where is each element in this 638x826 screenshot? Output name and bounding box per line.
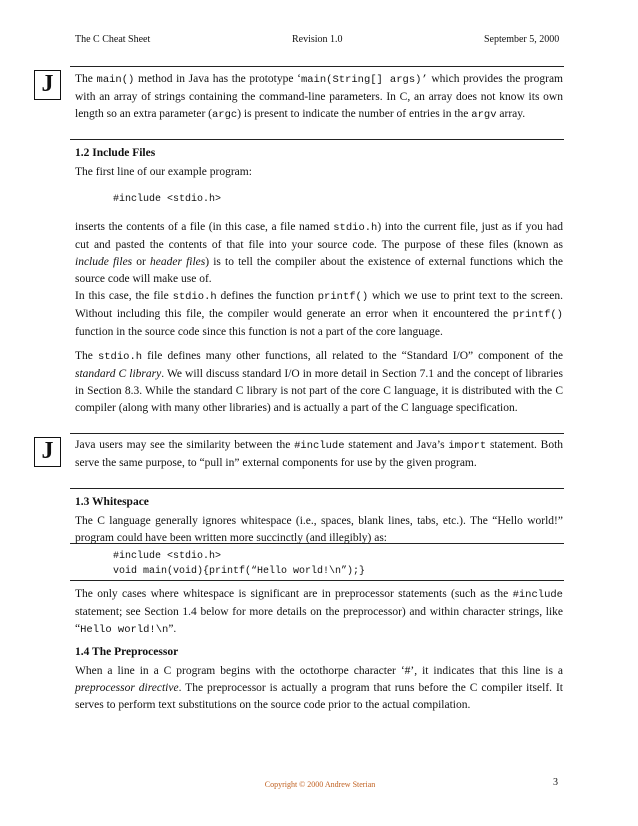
java-marker-icon: J [34,70,61,100]
section-1-2-heading: 1.2 Include Files [75,147,156,159]
code-rule-top [70,543,564,544]
java-marker-icon-2: J [34,437,61,467]
java-note-rule-bottom [70,488,564,489]
s13-paragraph-2: The only cases where whitespace is significant are in preprocessor statements (such as the #include statement; see Section 1.4 below for more details on the preprocessor) and within character strings, like “Hello world!\n”. [75,588,563,636]
code-rule-bottom [70,580,564,581]
s12-paragraph-1: inserts the contents of a file (in this case, a file named stdio.h) into the current file, just as if you had cut and pasted the contents of that file into your source code. The purpose of these files (known as include files or header files) is to tell the compiler about the existence of external functions which the source code will make use of. [75,221,563,285]
page-number: 3 [553,777,558,788]
section-1-3-heading: 1.3 Whitespace [75,496,149,508]
s12-paragraph-2: In this case, the file stdio.h defines the function printf() which we use to print text to the screen. Without including this file, the compiler would generate an error when it encountered the printf() function in the source code since this function is not a part of the core language. [75,290,563,338]
header-title: The C Cheat Sheet [75,34,151,45]
section-1-4-heading: 1.4 The Preprocessor [75,646,179,658]
s14-paragraph-1: When a line in a C program begins with the octothorpe character ‘#’, it indicates that this line is a preprocessor directive. The preprocessor is actually a program that runs before the C compiler itself. It serves to perform text substitutions on the source code prior to the actual compilation. [75,665,563,711]
s12-intro-line: The first line of our example program: [75,166,252,178]
java-rule-bottom [70,139,564,140]
s13-code-line-2: void main(void){printf(“Hello world!\n”);} [113,566,366,577]
s13-code-line-1: #include <stdio.h> [113,551,222,562]
intro-paragraph: The main() method in Java has the prototype ‘main(String[] args)’ which provides the program with an array of strings containing the command-line parameters. In C, an array does not know its own length so an extra parameter (argc) is present to indicate the number of entries in the argv array. [75,73,563,121]
s12-code: #include <stdio.h> [113,194,222,205]
java-note-rule-top [70,433,564,434]
header-revision: Revision 1.0 [292,34,343,45]
s13-paragraph-1: The C language generally ignores whitespace (i.e., spaces, blank lines, tabs, etc.). The “Hello world!” program could have been written more succinctly (and illegibly) as: [75,515,563,544]
java-rule-top [70,66,564,67]
java-note-paragraph: Java users may see the similarity between the #include statement and Java’s import statement. Both serve the same purpose, to “pull in” external components for use by the given program. [75,439,564,469]
s12-paragraph-3: The stdio.h file defines many other functions, all related to the “Standard I/O” component of the standard C library. We will discuss standard I/O in more detail in Section 7.1 and the concept of libraries in Section 8.3. While the standard C library is not part of the core C language, it is distributed with the C compiler (along with many other libraries) and is actually a part of the C language specification. [75,350,563,414]
footer-copyright: Copyright © 2000 Andrew Sterian [264,780,376,789]
header-date: September 5, 2000 [484,34,560,45]
